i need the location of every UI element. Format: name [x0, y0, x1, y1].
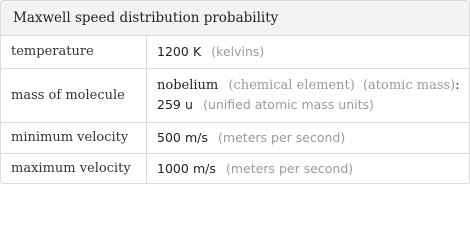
row-label-temperature: temperature	[1, 36, 147, 68]
temperature-unit-name: (kelvins)	[211, 43, 265, 59]
temperature-unit: K	[192, 43, 202, 59]
mass-unit: u	[185, 96, 193, 112]
row-value-min-velocity	[147, 122, 470, 153]
row-value-mass	[147, 68, 470, 122]
mass-substance: nobelium	[157, 77, 219, 93]
table-row-max-velocity	[1, 153, 469, 184]
mass-substance-note: (chemical element)	[228, 77, 355, 93]
row-value-max-velocity	[147, 153, 470, 184]
row-label-min-velocity: minimum velocity	[1, 122, 147, 153]
table-row-temperature	[1, 36, 469, 68]
max-velocity-unit: m/s	[192, 160, 216, 176]
row-label-mass: mass of molecule	[1, 68, 147, 122]
min-velocity-unit: m/s	[185, 129, 208, 145]
mass-unit-name: (unified atomic mass units)	[203, 96, 374, 112]
row-value-temperature	[147, 36, 470, 68]
mass-number: 259	[157, 96, 181, 112]
table-row-min-velocity	[1, 122, 469, 153]
mass-colon: :	[455, 77, 460, 93]
min-velocity-number: 500	[157, 129, 181, 145]
max-velocity-number: 1000	[157, 160, 189, 176]
parameters-table	[1, 36, 469, 184]
min-velocity-unit-name: (meters per second)	[218, 129, 346, 145]
table-row-mass	[1, 68, 469, 122]
table-title: Maxwell speed distribution probability	[1, 1, 469, 36]
row-label-max-velocity: maximum velocity	[1, 153, 147, 184]
temperature-number: 1200	[157, 43, 189, 59]
mass-property-note: (atomic mass)	[362, 77, 456, 93]
max-velocity-unit-name: (meters per second)	[226, 160, 354, 176]
